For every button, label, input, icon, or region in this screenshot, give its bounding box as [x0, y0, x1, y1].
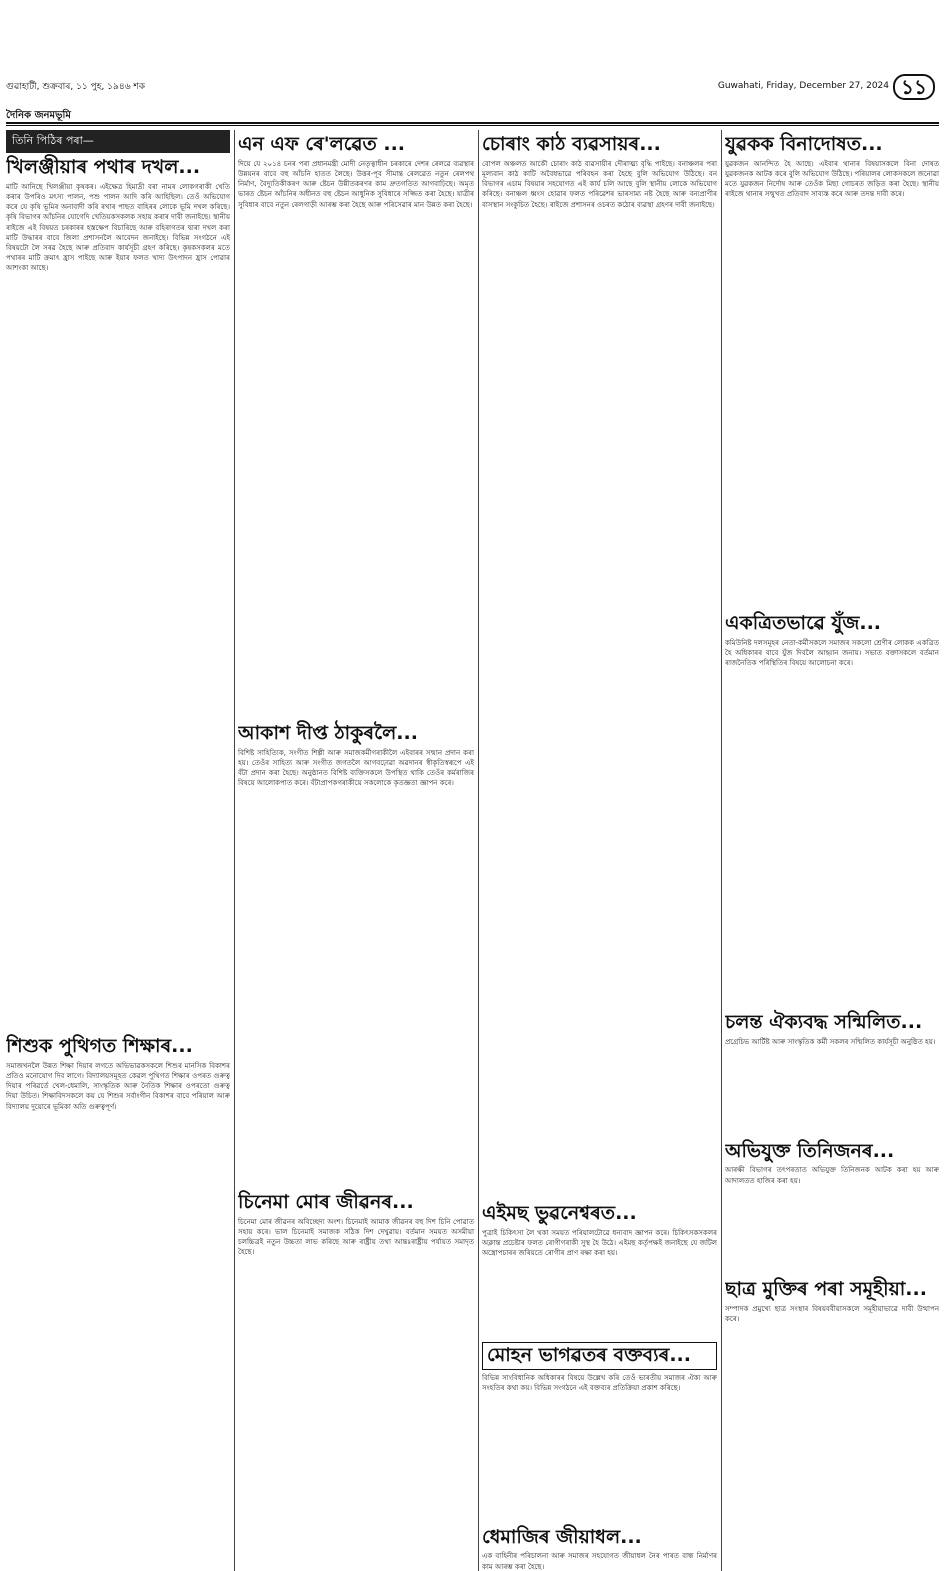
article-body: সমাজখনলৈ উন্নত শিক্ষা দিয়াৰ লগতে অভিভাৱকসকলে শিশুৰ মানসিক বিকাশৰ প্ৰতিও মনোযোগ দিব লাগে। বিদ্যালয়সমূহত কেৱল পুথিগত শিক্ষাৰ ওপৰত গুৰুত্ব দিয়াৰ পৰিৱৰ্তে খেল-ধেমালি, সাংস্কৃতিক আৰু নৈতিক শিক্ষাৰ ওপৰতো গুৰুত্ব দিয়া উচিত। শিক্ষাবিদসকলে কয় যে শিশুৰ সৰ্বাংগীন বিকাশৰ বাবে পৰিয়াল আৰু বিদ্যালয় দুয়োৰে ভূমিকা অতি গুৰুত্বপূৰ্ণ। — [6, 1061, 230, 1111]
article-headline[interactable]: মোহন ভাগৱতৰ বক্তব্যৰ... — [482, 1342, 717, 1370]
article-headline[interactable]: ছাত্ৰ মুক্তিৰ পৰা সমূহীয়া... — [725, 1278, 927, 1301]
article-headline[interactable]: আকাশ দীপ্ত ঠাকুৰলৈ... — [238, 721, 418, 744]
article-headline[interactable]: এইমছ ভুৱনেশ্বৰত... — [482, 1201, 637, 1224]
article-body: সম্পাদক প্ৰমুখ্যে ছাত্ৰ সংস্থাৰ বিষয়ববীয়াসকলে সমূহীয়াভাৱে দাবী উত্থাপন কৰে। — [725, 1305, 939, 1324]
column-divider — [234, 130, 235, 1571]
column-1 — [6, 130, 230, 1571]
article-body: পুত্ৰাই চিকিৎসা লৈ থকা সময়ত পৰিয়ালটোৱে ধন্যবাদ জ্ঞাপন কৰে। চিকিৎসকসকলৰ অক্লান্ত প্ৰচেষ্টাৰ ফলত ৰোগীগৰাকী সুস্থ হৈ উঠে। এইমছ কৰ্তৃপক্ষই জনাইছে যে জটিল অস্ত্ৰোপচাৰৰ জৰিয়তে ৰোগীৰ প্ৰাণ ৰক্ষা কৰা হয়। — [482, 1228, 717, 1258]
article-headline[interactable]: অভিযুক্ত তিনিজনৰ... — [725, 1139, 895, 1162]
article-body: দিয়ে যে ২০১৪ চনৰ পৰা প্ৰধানমন্ত্ৰী মোদী নেতৃত্বাধীন চৰকাৰে দেশৰ ৰেলৱে ব্যৱস্থাৰ উন্নয়নৰ বাবে বহু আঁচনি হাতত লৈছে। উত্তৰ-পূব সীমান্ত ৰেলৱেত নতুন ৰেলপথ নিৰ্মাণ, বৈদ্যুতিকীকৰণ আৰু ষ্টেচন উন্নীতকৰণৰ কাম দ্ৰুতগতিত আগবাঢ়িছে। অমৃত ভাৰত ষ্টেচন আঁচনিৰ অধীনত বহু ষ্টেচন আধুনিক সুবিধাৰে সজ্জিত কৰা হৈছে। যাত্ৰীৰ সুবিধাৰ বাবে নতুন ৰেলগাড়ী আৰম্ভ কৰা হৈছে আৰু পৰিসেৱাৰ মান উন্নত কৰা হৈছে। — [238, 159, 474, 209]
column-4 — [725, 130, 939, 1571]
dateline-left: গুৱাহাটী, শুক্ৰবাৰ, ১১ পুহ, ১৯৪৬ শক — [6, 81, 146, 92]
article-headline[interactable]: যুৱকক বিনাদোষত... — [725, 133, 883, 155]
article-body: এক বাহিনীৰ পৰিচালনা আৰু সমাজৰ সহযোগত জীয়াধল নৈৰ পাৰত বান্ধ নিৰ্মাণৰ কাম আৰম্ভ কৰা হৈছে। — [482, 1552, 717, 1571]
article-body: যুৱকজন আনন্দিত হৈ আছে। এইবাৰ থানাৰ বিষয়াসকলে বিনা দোষত যুৱকজনক আটক কৰে বুলি অভিযোগ উঠিছে। পৰিয়ালৰ লোকসকলে জনোৱা মতে যুৱকজন নিৰ্দোষ আৰু তেওঁক মিছা গোচৰত জড়িত কৰা হৈছে। স্থানীয় ৰাইজে থানাৰ সন্মুখত প্ৰতিবাদ সাব্যস্ত কৰে আৰু তদন্ত দাবী কৰে। — [725, 159, 939, 199]
page-number: ১১ — [893, 74, 935, 100]
header-rule — [6, 122, 939, 124]
article-headline[interactable]: খিলঞ্জীয়াৰ পথাৰ দখল... — [6, 156, 201, 178]
dateline-bar — [6, 78, 939, 94]
column-divider — [478, 130, 479, 1571]
section-tag: তিনি পিঠিৰ পৰা— — [6, 130, 230, 153]
article-body: বিশিষ্ট সাহিত্যিক, সংগীত শিল্পী আৰু সমাজকৰ্মীগৰাকীলৈ এইবাৰৰ সন্মান প্ৰদান কৰা হয়। তেওঁৰ সাহিত্য আৰু সংগীত জগতলৈ আগবঢ়োৱা অৱদানৰ স্বীকৃতিস্বৰূপে এই বঁটা প্ৰদান কৰা হৈছে। অনুষ্ঠানত বিশিষ্ট ব্যক্তিসকলে উপস্থিত থাকি তেওঁৰ কৰ্মৰাজিৰ বিষয়ে আলোকপাত কৰে। বঁটাপ্ৰাপকগৰাকীয়ে সকলোকে কৃতজ্ঞতা জ্ঞাপন কৰে। — [238, 748, 474, 788]
column-2 — [238, 130, 474, 1571]
article-body: বিভিন্ন সাংবিধানিক অধিকাৰৰ বিষয়ে উল্লেখ কৰি তেওঁ ভাৰতীয় সমাজৰ ঐক্য আৰু সংহতিৰ কথা কয়। বিভিন্ন সংগঠনে এই বক্তব্যৰ প্ৰতিক্ৰিয়া প্ৰকাশ কৰিছে। — [482, 1373, 717, 1392]
article-headline[interactable]: ধেমাজিৰ জীয়াধল... — [482, 1525, 642, 1548]
article-headline[interactable]: এন এফ ৰে'লৱেত ... — [238, 133, 406, 155]
article-headline[interactable]: একত্ৰিতভাৱে যুঁজ... — [725, 611, 882, 634]
newspaper-brand: দৈনিক জনমভূমি — [6, 110, 71, 121]
article-headline[interactable]: চিনেমা মোৰ জীৱনৰ... — [238, 1190, 414, 1213]
article-body: মাটি আনিছে খিলঞ্জীয়া কৃষকৰ। এইক্ষেত্ৰ হিমাদ্ৰী বৰা নামৰ লোকগৰাকী খেতি কৰাৰ উপৰিও মৎস্য পালন, পশু পালন আদি কৰি আহিছিল। তেওঁ অভিযোগ কৰে যে কৃষি ভূমিৰ অনাবাদী কৰি ৰখাৰ পাছত বাহিৰৰ লোকে ভূমি দখল কৰিছে। কৃষি বিভাগৰ আঁচনিৰ যোগেদি খেতিয়কসকলক সহায় কৰাৰ দাবী জনাইছে। স্থানীয় ৰাইজে এই বিষয়ত চৰকাৰৰ হস্তক্ষেপ বিচাৰিছে আৰু বহিৰাগতৰ দ্বাৰা দখল কৰা মাটি উদ্ধাৰৰ বাবে জিলা প্ৰশাসনলৈ আবেদন জনাইছে। বিভিন্ন সংগঠনে এই বিষয়টো লৈ সৰৱ হৈছে আৰু প্ৰতিবাদ কাৰ্যসূচী গ্ৰহণ কৰিছে। কৃষকসকলৰ মতে পথাৰৰ মাটি ক্ৰমাৎ হ্ৰাস পাইছে আৰু ইয়াৰ ফলত খাদ্য উৎপাদন হ্ৰাস পোৱাৰ আশংকা আছে। — [6, 182, 230, 273]
article-headline[interactable]: চলন্ত ঐক্যবদ্ধ সন্মিলিত... — [725, 1010, 923, 1033]
column-3 — [482, 130, 717, 1571]
article-body: প্ৰগ্ৰেচিভ আৰ্টিষ্ট আৰু সাংস্কৃতিক কৰ্মী সকলৰ সন্মিলিত কাৰ্যসূচী অনুষ্ঠিত হয়। — [725, 1037, 936, 1046]
column-divider — [721, 130, 722, 1571]
article-headline[interactable]: চোৰাং কাঠ ব্যৱসায়ৰ... — [482, 133, 661, 155]
article-body: চিনেমা মোৰ জীৱনৰ অবিচ্ছেদ্য অংশ। চিনেমাই আমাক জীৱনৰ বহু দিশ চিনি পোৱাত সহায় কৰে। ভাল চিনেমাই সমাজক সঠিক দিশ দেখুৱায়। বৰ্তমান সময়ত অসমীয়া চলচ্চিত্ৰই নতুন উচ্চতা লাভ কৰিছে আৰু ৰাষ্ট্ৰীয় তথা আন্তঃৰাষ্ট্ৰীয় পৰ্যায়ত সমাদৃত হৈছে। — [238, 1217, 474, 1257]
dateline-right: Guwahati, Friday, December 27, 2024 — [717, 81, 889, 91]
article-body: কমিউনিষ্ট দলসমূহৰ নেতা-কৰ্মীসকলে সমাজৰ সকলো শ্ৰেণীৰ লোকক একত্ৰিত হৈ অধিকাৰৰ বাবে যুঁজ দিবলৈ আহ্বান জনায়। সভাত বক্তাসকলে বৰ্তমান ৰাজনৈতিক পৰিস্থিতিৰ বিষয়ে আলোচনা কৰে। — [725, 638, 939, 668]
header-rule-thin — [6, 125, 939, 126]
article-body: বোপল অঞ্চলত আকৌ চোৰাং কাঠ ব্যৱসায়ীৰ দৌৰাত্ম্য বৃদ্ধি পাইছে। বনাঞ্চলৰ পৰা মূল্যবান কাঠ কাটি অবৈধভাৱে পৰিবহন কৰা হৈছে বুলি অভিযোগ উঠিছে। বন বিভাগৰ এচাম বিষয়াৰ সহযোগত এই কাৰ্য চলি আছে বুলি স্থানীয় লোকে অভিযোগ কৰিছে। বনাঞ্চল ধ্বংস হোৱাৰ ফলত পৰিৱেশৰ ভাৰসাম্য নষ্ট হৈছে আৰু বন্যপ্ৰাণীৰ বাসস্থান সংকুচিত হৈছে। ৰাইজে প্ৰশাসনৰ ওচৰত কঠোৰ ব্যৱস্থা গ্ৰহণৰ দাবী জনাইছে। — [482, 159, 717, 209]
article-headline[interactable]: শিশুক পুথিগত শিক্ষাৰ... — [6, 1034, 193, 1057]
article-body: আৰক্ষী বিভাগৰ তৎপৰতাত অভিযুক্ত তিনিজনক আটক কৰা হয় আৰু আদালতত হাজিৰ কৰা হয়। — [725, 1166, 939, 1185]
